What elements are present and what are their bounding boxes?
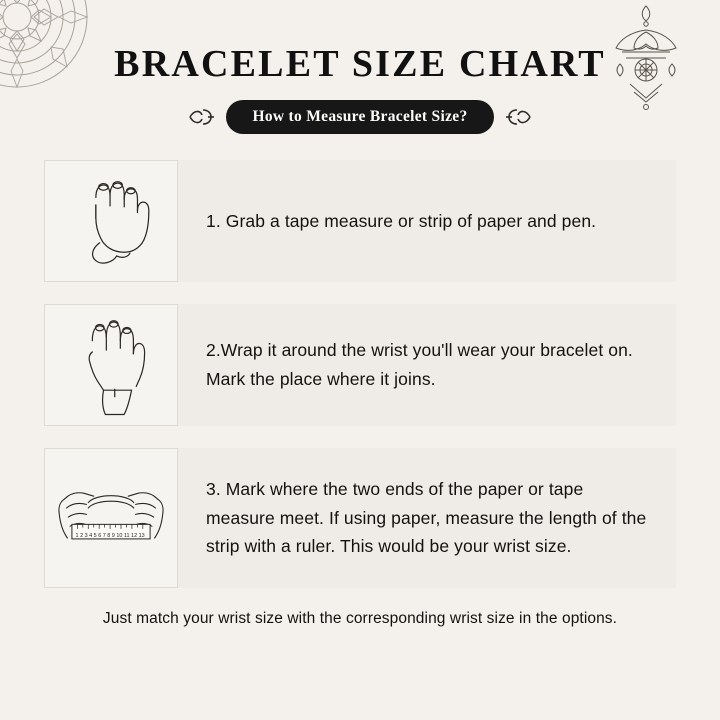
- step-2-label: 2.Wrap it around the wrist you'll wear your bracelet on. Mark the place where it joins.: [206, 340, 633, 389]
- step-1-text: [178, 160, 676, 282]
- footer-note: Just match your wrist size with the corresponding wrist size in the options.: [102, 609, 618, 627]
- list-item: [44, 304, 676, 426]
- step-2-illustration: [44, 304, 178, 426]
- list-item: [44, 448, 676, 588]
- step-2-text: [178, 304, 676, 426]
- step-3-label: 3. Mark where the two ends of the paper or tape measure meet. If using paper, measure the length of the strip with a ruler. This would be your wrist size.: [206, 479, 647, 556]
- step-1-illustration: [44, 160, 178, 282]
- step-3-illustration: [44, 448, 178, 588]
- document-header: [0, 0, 720, 134]
- svg-text:1 2 3 4 5 6 7 8 9 10 11 12 13: 1 2 3 4 5 6 7 8 9 10 11 12 13: [75, 532, 145, 539]
- subtitle-row: [0, 100, 720, 134]
- subtitle-pill: How to Measure Bracelet Size?: [226, 100, 493, 134]
- page-title: BRACELET SIZE CHART: [114, 43, 606, 85]
- flourish-right-icon: [504, 106, 532, 128]
- steps-list: [0, 160, 720, 588]
- step-3-text: [178, 448, 676, 588]
- step-1-label: 1. Grab a tape measure or strip of paper and pen.: [206, 210, 597, 231]
- flourish-left-icon: [188, 106, 216, 128]
- list-item: [44, 160, 676, 282]
